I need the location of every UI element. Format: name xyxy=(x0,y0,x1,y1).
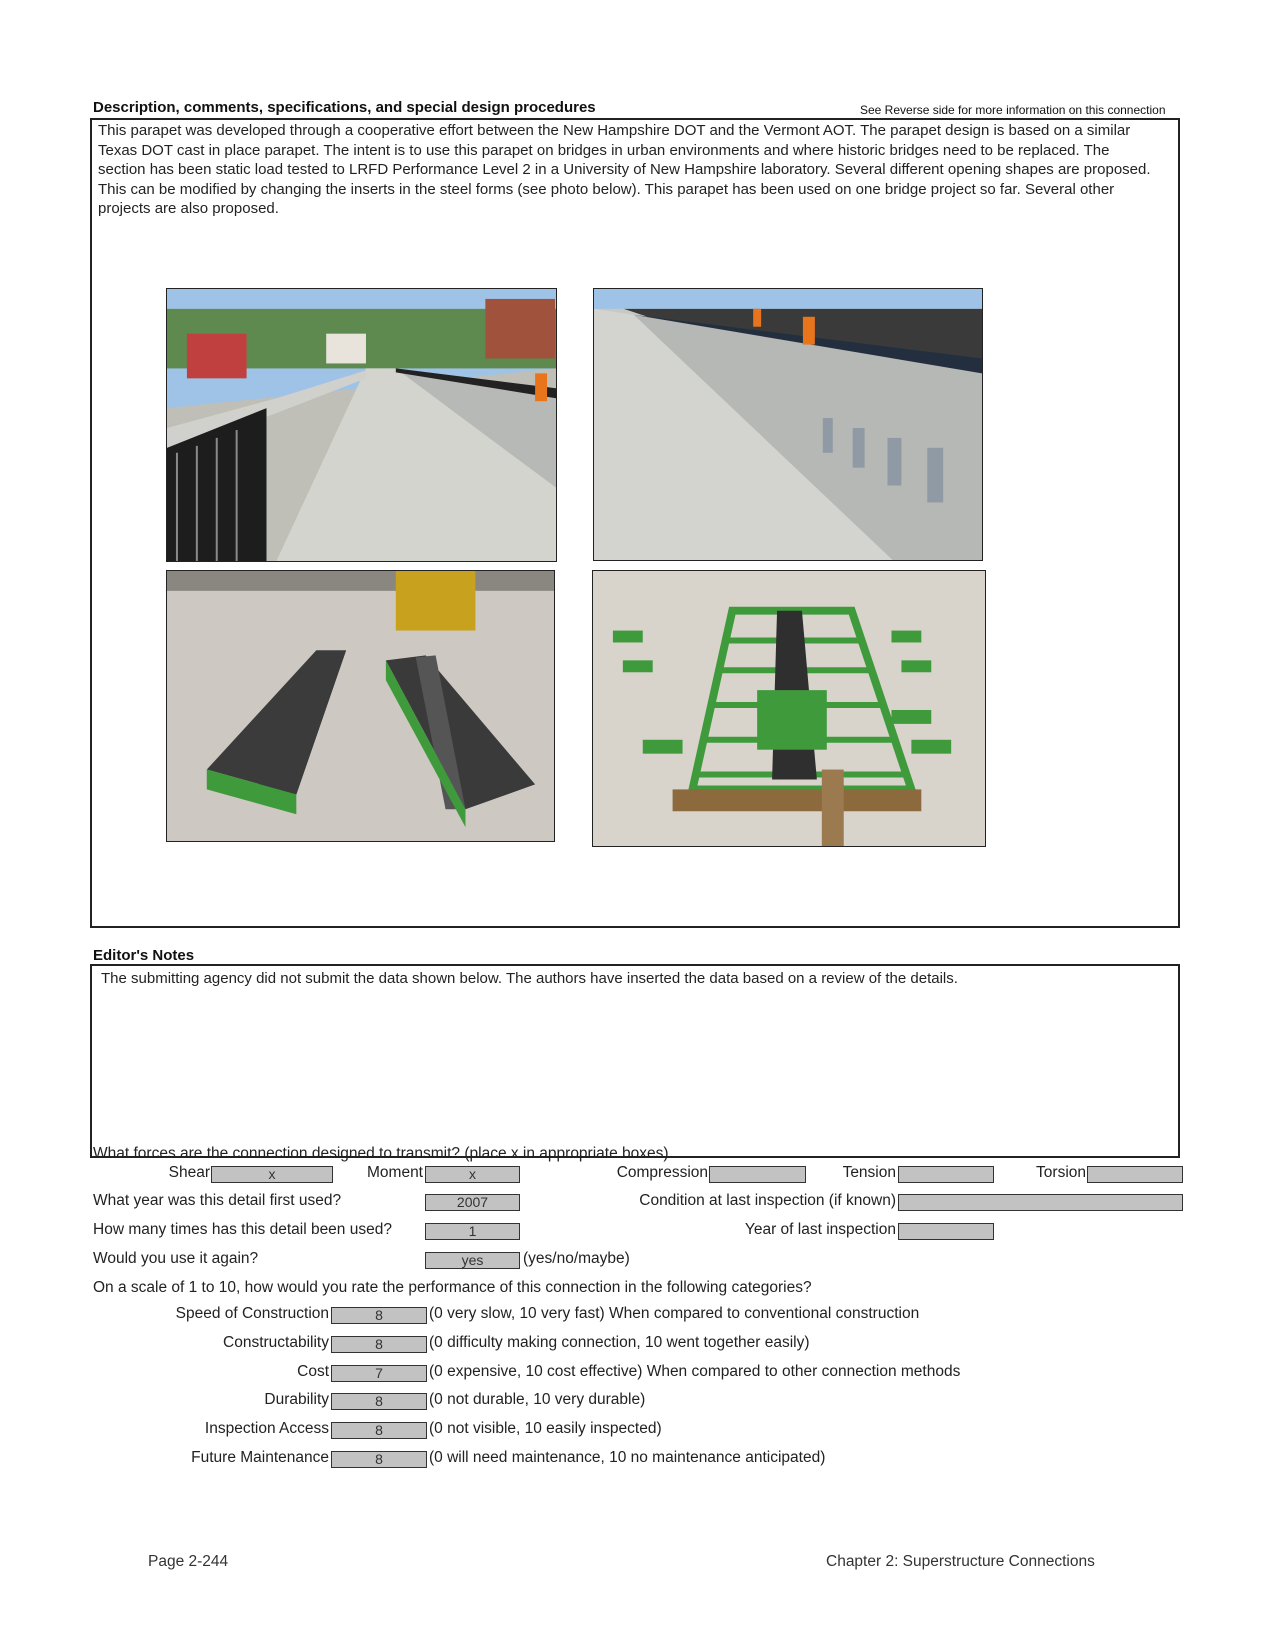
bridge-sidewalk-right-image xyxy=(594,289,982,560)
steel-forms-image xyxy=(593,571,985,846)
rating-label-inspection-access: Inspection Access xyxy=(204,1420,329,1437)
shear-label: Shear xyxy=(168,1164,210,1181)
rating-question: On a scale of 1 to 10, how would you rate the performance of this connection in the following categories? xyxy=(93,1279,812,1296)
editors-notes-header: Editor's Notes xyxy=(93,947,195,964)
rating-note-cost: (0 expensive, 10 cost effective) When compared to other connection methods xyxy=(429,1363,961,1380)
tension-label: Tension xyxy=(842,1164,896,1181)
times-used-label: How many times has this detail been used? xyxy=(93,1221,392,1238)
editors-notes-box xyxy=(90,964,1180,1158)
photo-steel-forms xyxy=(592,570,986,847)
times-used-field[interactable]: 1 xyxy=(425,1223,520,1240)
rating-label-constructability: Constructability xyxy=(223,1334,329,1351)
use-again-field[interactable]: yes xyxy=(425,1252,520,1269)
use-again-hint: (yes/no/maybe) xyxy=(523,1250,630,1267)
rating-label-cost: Cost xyxy=(297,1363,329,1380)
use-again-label: Would you use it again? xyxy=(93,1250,259,1267)
rating-note-inspection-access: (0 not visible, 10 easily inspected) xyxy=(429,1420,662,1437)
page-number: Page 2-244 xyxy=(148,1553,229,1570)
rating-note-speed: (0 very slow, 10 very fast) When compared to conventional construction xyxy=(429,1305,920,1322)
shear-field[interactable]: x xyxy=(211,1166,333,1183)
rating-field-cost[interactable]: 7 xyxy=(331,1365,427,1382)
rating-field-durability[interactable]: 8 xyxy=(331,1393,427,1410)
moment-field[interactable]: x xyxy=(425,1166,520,1183)
rating-note-future-maintenance: (0 will need maintenance, 10 no maintenance anticipated) xyxy=(429,1449,826,1466)
photo-bridge-sidewalk-right xyxy=(593,288,983,561)
parapet-segments-image xyxy=(167,571,554,841)
photo-bridge-sidewalk-left xyxy=(166,288,557,562)
rating-field-inspection-access[interactable]: 8 xyxy=(331,1422,427,1439)
rating-note-constructability: (0 difficulty making connection, 10 went together easily) xyxy=(429,1334,810,1351)
chapter-title: Chapter 2: Superstructure Connections xyxy=(826,1553,1095,1570)
rating-label-durability: Durability xyxy=(264,1391,329,1408)
rating-field-speed[interactable]: 8 xyxy=(331,1307,427,1324)
photo-parapet-segments xyxy=(166,570,555,842)
year-first-used-field[interactable]: 2007 xyxy=(425,1194,520,1211)
year-last-inspection-label: Year of last inspection xyxy=(744,1221,896,1238)
tension-field[interactable] xyxy=(898,1166,994,1183)
bridge-sidewalk-left-image xyxy=(167,289,556,561)
rating-label-speed: Speed of Construction xyxy=(175,1305,329,1322)
rating-label-future-maintenance: Future Maintenance xyxy=(191,1449,329,1466)
year-first-used-label: What year was this detail first used? xyxy=(93,1192,342,1209)
rating-field-future-maintenance[interactable]: 8 xyxy=(331,1451,427,1468)
condition-label: Condition at last inspection (if known) xyxy=(639,1192,896,1209)
editors-notes-text: The submitting agency did not submit the data shown below. The authors have inserted the data based on a review of the details. xyxy=(101,970,958,987)
torsion-field[interactable] xyxy=(1087,1166,1183,1183)
compression-field[interactable] xyxy=(709,1166,806,1183)
condition-field[interactable] xyxy=(898,1194,1183,1211)
torsion-label: Torsion xyxy=(1036,1164,1086,1181)
year-last-inspection-field[interactable] xyxy=(898,1223,994,1240)
description-text: This parapet was developed through a cooperative effort between the New Hampshire DOT and the Vermont AOT. The parapet design is based on a similar Texas DOT cast in place parapet. The intent is to use this parapet on bridges in urban environments and where historic bridges need to be replaced. The section has been static load tested to LRFD Performance Level 2 in a University of New Hampshire laboratory. Several different opening shapes are proposed. This can be modified by changing the inserts in the steel forms (see photo below). This parapet has been used on one bridge project so far. Several other projects are also proposed. xyxy=(98,122,1151,218)
reverse-side-note: See Reverse side for more information on this connection xyxy=(860,103,1166,117)
compression-label: Compression xyxy=(616,1164,708,1181)
rating-note-durability: (0 not durable, 10 very durable) xyxy=(429,1391,646,1408)
description-header: Description, comments, specifications, and special design procedures xyxy=(93,99,596,116)
forces-question: What forces are the connection designed to transmit? (place x in appropriate boxes) xyxy=(93,1145,669,1162)
moment-label: Moment xyxy=(367,1164,423,1181)
rating-field-constructability[interactable]: 8 xyxy=(331,1336,427,1353)
